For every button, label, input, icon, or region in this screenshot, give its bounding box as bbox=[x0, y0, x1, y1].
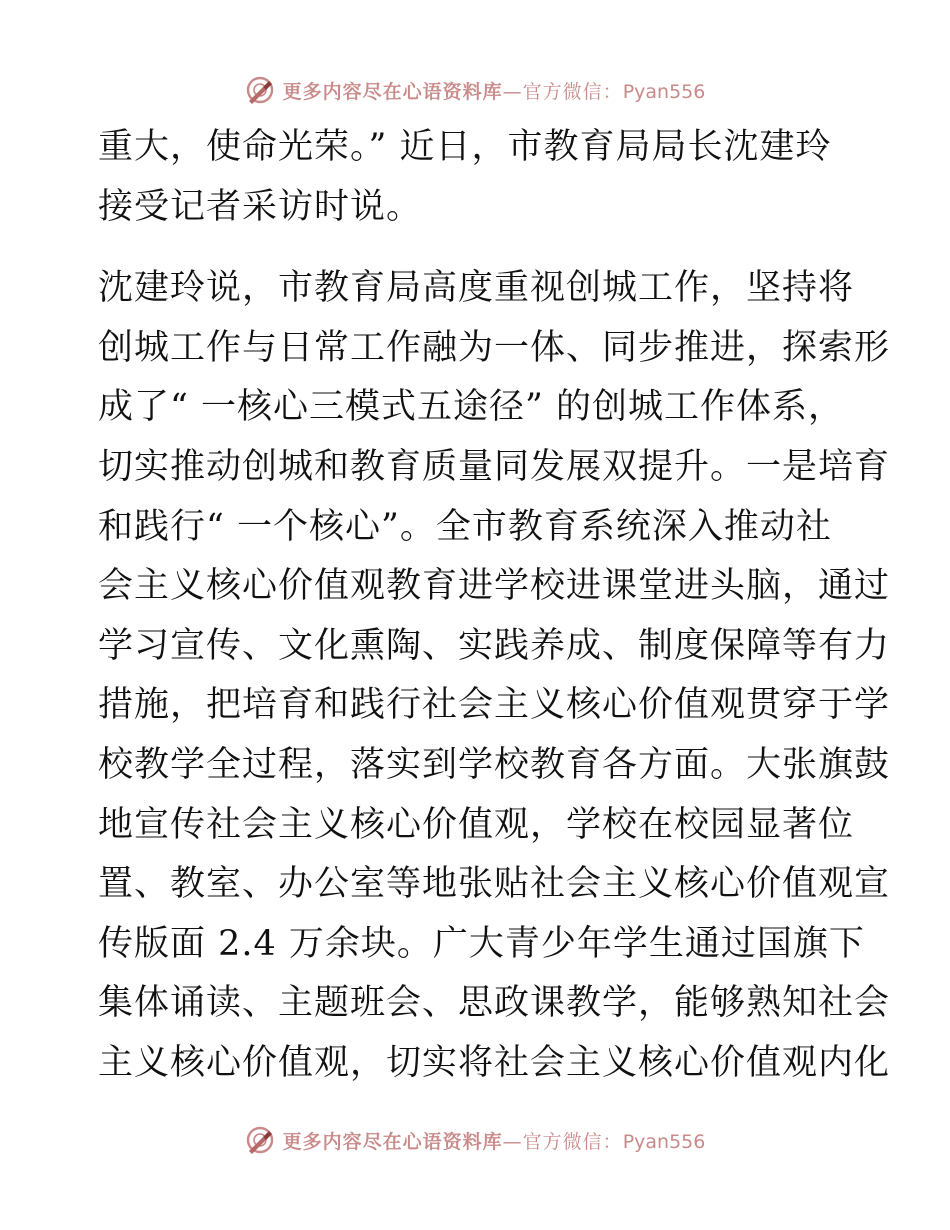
header-watermark-text: 更多内容尽在心语资料库—官方微信：Pyan556 bbox=[282, 80, 706, 103]
footer-watermark-text: 更多内容尽在心语资料库—官方微信：Pyan556 bbox=[282, 1130, 706, 1153]
text-line: 主义核心价值观，切实将社会主义核心价值观内化 bbox=[98, 1042, 891, 1083]
text-line: 和践行“ 一个核心”。全市教育系统深入推动社 bbox=[98, 506, 832, 547]
text-line: 创城工作与日常工作融为一体、同步推进，探索形 bbox=[98, 327, 891, 368]
pen-logo-icon bbox=[245, 75, 275, 105]
text-line: 切实推动创城和教育质量同发展双提升。一是培育 bbox=[98, 446, 891, 487]
text-line: 置、教室、办公室等地张贴社会主义核心价值观宣 bbox=[98, 864, 891, 905]
text-line: 成了“ 一核心三模式五途径” 的创城工作体系， bbox=[98, 387, 845, 428]
paragraph-2 bbox=[98, 259, 891, 1093]
text-line: 地宣传社会主义核心价值观，学校在校园显著位 bbox=[98, 804, 855, 845]
text-line: 学习宣传、文化熏陶、实践养成、制度保障等有力 bbox=[98, 625, 891, 666]
text-line: 接受记者采访时说。 bbox=[98, 186, 423, 227]
pen-logo-icon bbox=[245, 1125, 275, 1155]
document-body bbox=[98, 118, 891, 1094]
text-line: 传版面 2.4 万余块。广大青少年学生通过国旗下 bbox=[98, 923, 865, 964]
text-line: 会主义核心价值观教育进学校进课堂进头脑，通过 bbox=[98, 566, 891, 607]
text-line: 沈建玲说，市教育局高度重视创城工作，坚持将 bbox=[98, 268, 855, 309]
text-line: 措施，把培育和践行社会主义核心价值观贯穿于学 bbox=[98, 685, 891, 726]
text-line: 重大，使命光荣。” 近日，市教育局局长沈建玲 bbox=[98, 127, 832, 167]
text-line: 集体诵读、主题班会、思政课教学，能够熟知社会 bbox=[98, 983, 891, 1024]
footer-watermark-banner bbox=[0, 1120, 950, 1160]
text-line: 校教学全过程，落实到学校教育各方面。大张旗鼓 bbox=[98, 744, 891, 785]
header-watermark-banner bbox=[0, 70, 950, 110]
paragraph-1 bbox=[98, 118, 858, 237]
